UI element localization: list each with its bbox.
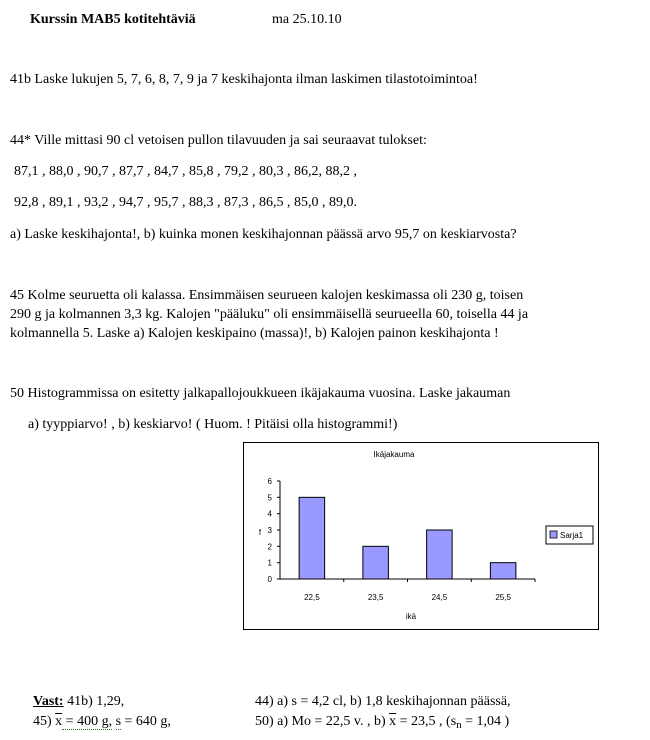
chart-bar: [490, 563, 516, 579]
answer-45: [33, 712, 171, 731]
chart-legend-swatch: [550, 531, 557, 538]
task-45-line-2: 290 g ja kolmannen 3,3 kg. Kalojen "pääluku" oli ensimmäisellä seurueella 60, toisella 44 ja: [10, 307, 529, 322]
answer-45-sd-symbol: s: [115, 714, 122, 729]
chart-y-axis-label: f: [258, 528, 262, 537]
chart-bar: [363, 546, 389, 579]
answer-50-mean-value: = 23,5 , (s: [396, 714, 457, 729]
histogram-svg: [244, 443, 598, 629]
chart-title: Ikäjakauma: [373, 450, 415, 459]
chart-legend: [546, 526, 593, 544]
task-45-line-1: 45 Kolme seuruetta oli kalassa. Ensimmäisen seurueen kalojen keskimassa oli 230 g, toisen: [10, 288, 524, 303]
chart-x-tick-label: 25,5: [495, 593, 511, 602]
answer-50: [255, 712, 509, 732]
answers-label: Vast:: [33, 694, 64, 709]
chart-y-tick-label: 5: [267, 493, 272, 503]
task-44-intro: 44* Ville mittasi 90 cl vetoisen pullon tilavuuden ja sai seuraavat tulokset:: [10, 133, 427, 148]
answer-50-mean-symbol: $\overline{x}$: [389, 714, 397, 729]
answer-50-subscript: n: [456, 719, 462, 731]
answer-44: 44) a) s = 4,2 cl, b) 1,8 keskihajonnan päässä,: [255, 694, 511, 709]
chart-legend-label: Sarja1: [560, 531, 584, 540]
chart-y-tick-label: 3: [267, 526, 272, 535]
task-44-data-row-2: 92,8 , 89,1 , 93,2 , 94,7 , 95,7 , 88,3 , 87,3 , 86,5 , 85,0 , 89,0.: [14, 195, 357, 210]
answer-50-prefix: 50) a) Mo = 22,5 v. , b): [255, 714, 386, 729]
doc-date: ma 25.10.10: [272, 12, 342, 27]
task-45-line-3: kolmannella 5. Laske a) Kalojen keskipaino (massa)!, b) Kalojen painon keskihajonta !: [10, 326, 499, 341]
answers-row-1-left: [33, 692, 124, 711]
chart-y-tick-label: 4: [267, 509, 272, 519]
histogram-chart: [243, 442, 599, 630]
task-44-data-row-1: 87,1 , 88,0 , 90,7 , 87,7 , 84,7 , 85,8 , 79,2 , 80,3 , 86,2, 88,2 ,: [14, 164, 357, 179]
chart-bar: [427, 530, 453, 579]
task-41b: 41b Laske lukujen 5, 7, 6, 8, 7, 9 ja 7 keskihajonta ilman laskimen tilastotoimintoa!: [10, 72, 478, 87]
chart-y-tick-label: 0: [267, 575, 272, 584]
task-50-line-2: a) tyyppiarvo! , b) keskiarvo! ( Huom. ! Pitäisi olla histogrammi!): [28, 417, 398, 432]
answer-45-mean-symbol: $\overline{x}$: [55, 714, 63, 729]
task-50-line-1: 50 Histogrammissa on esitetty jalkapallojoukkueen ikäjakauma vuosina. Laske jakauman: [10, 386, 511, 401]
chart-bar: [299, 497, 325, 579]
chart-x-tick-label: 24,5: [431, 593, 448, 602]
answer-45-sd-value: = 640 g,: [121, 714, 171, 729]
answer-41b: 41b) 1,29,: [67, 694, 125, 709]
chart-y-tick-label: 6: [267, 477, 272, 486]
chart-y-tick-label: 1: [267, 558, 272, 568]
answer-45-mean-value: = 400 g,: [62, 714, 113, 729]
chart-x-tick-label: 23,5: [367, 593, 384, 602]
chart-x-tick-label: 22,5: [304, 593, 320, 602]
answer-50-end: = 1,04 ): [461, 714, 510, 729]
chart-y-tick-label: 2: [267, 542, 272, 552]
doc-title: Kurssin MAB5 kotitehtäviä: [30, 12, 196, 27]
answer-45-prefix: 45): [33, 714, 52, 729]
task-44-question: a) Laske keskihajonta!, b) kuinka monen keskihajonnan päässä arvo 95,7 on keskiarvosta?: [10, 227, 517, 242]
chart-x-axis-label: ikä: [405, 612, 417, 621]
